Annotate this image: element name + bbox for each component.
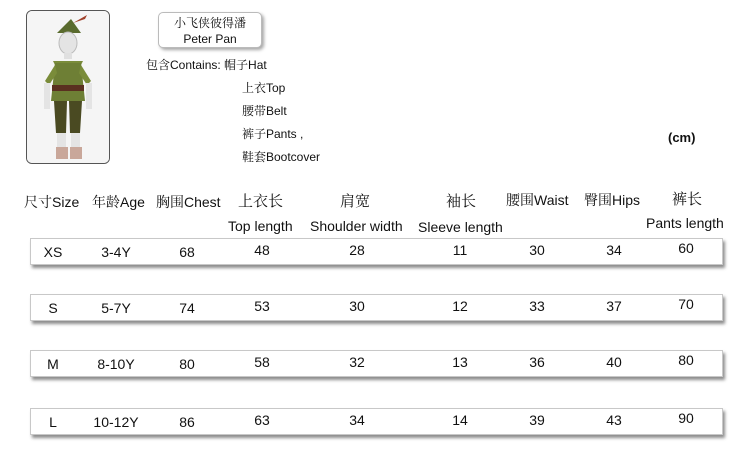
- unit-label: (cm): [668, 130, 696, 145]
- header-shoulder-cn: 肩宽: [340, 193, 371, 210]
- cell-chest: 80: [179, 356, 195, 372]
- cell-size: L: [49, 414, 57, 430]
- cell-top: 48: [254, 242, 270, 258]
- cell-size: M: [47, 356, 59, 372]
- cell-pants: 70: [678, 296, 694, 312]
- header-top-cn: 上衣长: [238, 193, 284, 210]
- cell-pants: 60: [678, 240, 694, 256]
- cell-sleeve: 12: [452, 298, 468, 314]
- header-top-en: Top length: [228, 218, 293, 234]
- cell-sleeve: 13: [452, 354, 468, 370]
- cell-size: S: [48, 300, 58, 316]
- header-chest: 胸围Chest: [156, 194, 221, 210]
- cell-waist: 33: [529, 298, 545, 314]
- cell-hips: 43: [606, 412, 622, 428]
- cell-waist: 36: [529, 354, 545, 370]
- product-photo: [26, 10, 110, 164]
- product-title-box: [158, 12, 262, 48]
- header-pants-en: Pants length: [646, 215, 724, 231]
- cell-chest: 86: [179, 414, 195, 430]
- costume-illustration-icon: [27, 11, 109, 163]
- cell-shoulder: 30: [349, 298, 365, 314]
- cell-shoulder: 34: [349, 412, 365, 428]
- header-hips: 臀围Hips: [584, 192, 641, 208]
- contains-label: 包含Contains:: [146, 58, 221, 72]
- cell-sleeve: 14: [452, 412, 468, 428]
- header-shoulder-en: Shoulder width: [310, 218, 403, 234]
- contents-item: 上衣Top: [242, 81, 286, 95]
- cell-chest: 74: [179, 300, 195, 316]
- cell-waist: 39: [529, 412, 545, 428]
- contents-item: 腰带Belt: [242, 104, 287, 118]
- contents-item: 裤子Pants ,: [242, 127, 304, 141]
- product-title-cn: 小飞侠彼得潘: [173, 16, 246, 30]
- cell-waist: 30: [529, 242, 545, 258]
- cell-hips: 40: [606, 354, 622, 370]
- cell-pants: 80: [678, 352, 694, 368]
- cell-shoulder: 28: [349, 242, 365, 258]
- cell-age: 10-12Y: [93, 414, 139, 430]
- cell-age: 5-7Y: [101, 300, 131, 316]
- header-pants-cn: 裤长: [672, 191, 703, 208]
- header-sleeve-cn: 袖长: [446, 193, 477, 210]
- cell-sleeve: 11: [452, 242, 468, 258]
- cell-chest: 68: [179, 244, 195, 260]
- cell-age: 8-10Y: [97, 356, 135, 372]
- cell-shoulder: 32: [349, 354, 365, 370]
- contents-item: 帽子Hat: [224, 58, 267, 72]
- contents-list: [146, 54, 320, 169]
- header-sleeve-en: Sleeve length: [418, 219, 503, 235]
- header-size: 尺寸Size: [24, 194, 80, 210]
- cell-age: 3-4Y: [101, 244, 131, 260]
- cell-top: 53: [254, 298, 270, 314]
- cell-top: 58: [254, 354, 270, 370]
- cell-hips: 34: [606, 242, 622, 258]
- product-title-en: Peter Pan: [183, 32, 237, 46]
- header-age: 年龄Age: [92, 194, 145, 210]
- cell-pants: 90: [678, 410, 694, 426]
- contents-item: 鞋套Bootcover: [242, 150, 321, 164]
- header-waist: 腰围Waist: [506, 192, 569, 208]
- cell-top: 63: [254, 412, 270, 428]
- cell-hips: 37: [606, 298, 622, 314]
- cell-size: XS: [43, 244, 63, 260]
